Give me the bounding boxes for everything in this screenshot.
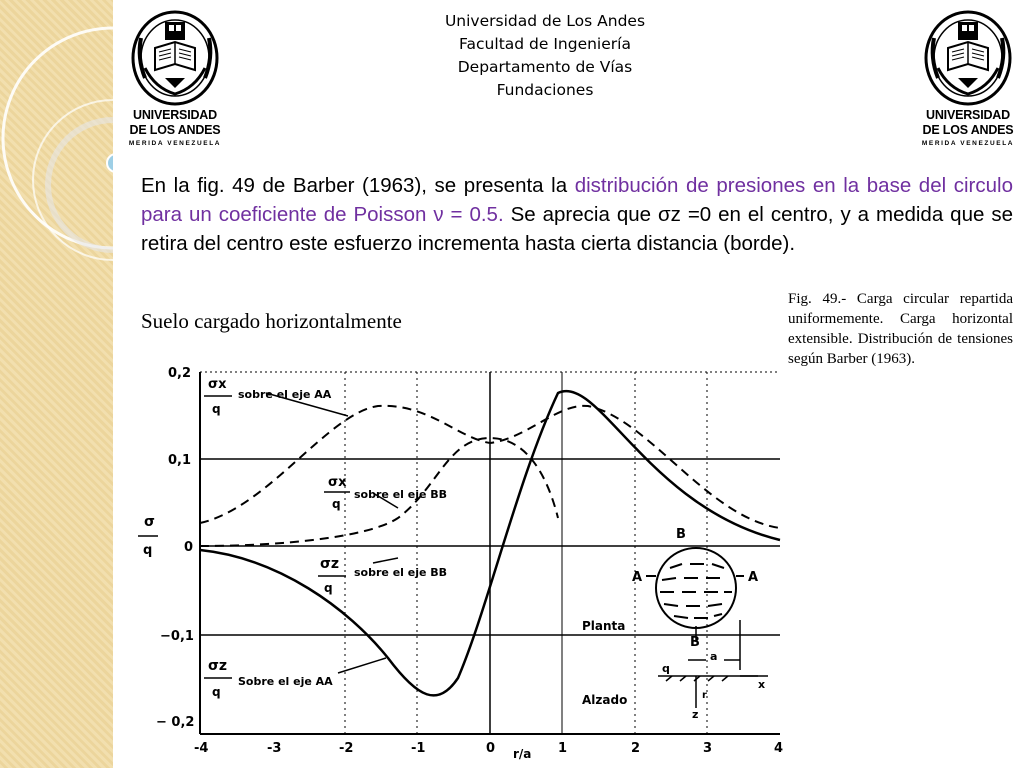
university-logo-left (125, 8, 225, 150)
sidebar-dot (107, 154, 113, 172)
inset-r: r (702, 690, 707, 701)
label-sz-bb: sobre el eje BB (354, 566, 448, 579)
label-sz-aa: Sobre el eje AA (238, 675, 333, 688)
y-tick-label: −0,1 (160, 629, 194, 644)
intro-text-2: Se aprecia que σz =0 en el centro, y a medida que se retira del centro este esfuerzo incrementa hasta cierta distancia (borde). (141, 203, 1013, 255)
y-axis-label-bottom: q (143, 543, 153, 558)
sidebar-ornament (0, 0, 113, 768)
stress-distribution-figure (128, 358, 788, 768)
header-course: Fundaciones (496, 81, 594, 99)
logo-city: MERIDA VENEZUELA (128, 140, 222, 147)
inset-label-b-top: B (676, 527, 686, 542)
x-tick-label: 1 (558, 741, 568, 756)
fraction-sx-aa: σx (208, 377, 227, 392)
inset-q: q (662, 662, 670, 675)
x-tick-label: -4 (194, 741, 209, 756)
fraction-q: q (332, 497, 341, 511)
x-tick-label: -1 (411, 741, 426, 756)
y-tick-label: 0,1 (168, 453, 192, 468)
inset-alzado: Alzado (582, 693, 628, 707)
header-faculty: Facultad de Ingeniería (459, 35, 631, 53)
intro-paragraph (141, 171, 1013, 258)
crest-icon (918, 8, 1018, 108)
header-university: Universidad de Los Andes (444, 12, 646, 30)
inset-label-a-right: A (748, 570, 759, 585)
fraction-q: q (212, 685, 221, 699)
inset-dim-a: a (710, 650, 718, 663)
inset-label-a-left: A (632, 570, 643, 585)
section-subtitle: Suelo cargado horizontalmente (141, 309, 402, 333)
fraction-sx-bb: σx (328, 475, 347, 490)
y-tick-label: 0,2 (168, 366, 192, 381)
university-logo-right (918, 8, 1018, 150)
x-tick-label: 0 (486, 741, 496, 756)
inset-planta: Planta (582, 619, 626, 633)
label-sx-bb: sobre el eje BB (354, 488, 448, 501)
inset-circle (656, 548, 736, 628)
fraction-sz-aa: σz (208, 658, 228, 674)
fraction-q: q (212, 402, 221, 416)
intro-highlight: distribución de presiones en la base del circulo para un coeficiente de Poisson ν = 0.5. (141, 174, 1013, 226)
x-tick-label: -2 (339, 741, 354, 756)
logo-name-line1: UNIVERSIDAD (926, 108, 1010, 122)
page-header (380, 10, 710, 102)
y-tick-label: − 0,2 (156, 715, 195, 730)
y-axis-label-top: σ (144, 514, 155, 530)
header-department: Departamento de Vías (457, 58, 633, 76)
fraction-q: q (324, 581, 333, 595)
label-sx-aa: sobre el eje AA (238, 388, 332, 401)
logo-name-line2: DE LOS ANDES (922, 123, 1014, 137)
x-axis-label: r/a (513, 747, 532, 761)
inset-label-b-mid: B (690, 635, 700, 650)
inset-z: z (692, 708, 699, 721)
fraction-sz-bb: σz (320, 556, 340, 572)
logo-city: MERIDA VENEZUELA (921, 140, 1015, 147)
x-tick-label: 3 (703, 741, 713, 756)
figure-caption: Fig. 49.- Carga circular repartida uniformemente. Carga horizontal extensible. Distribución de tensiones según Barber (1963). (788, 291, 1013, 367)
inset-x: x (758, 678, 766, 691)
intro-text-1: En la fig. 49 de Barber (1963), se presenta la (141, 174, 575, 197)
decorative-sidebar (0, 0, 113, 768)
y-tick-label: 0 (184, 540, 194, 555)
crest-icon (125, 8, 225, 108)
x-tick-label: 2 (631, 741, 641, 756)
x-tick-label: 4 (774, 741, 784, 756)
x-tick-label: -3 (267, 741, 282, 756)
logo-name-line2: DE LOS ANDES (129, 123, 221, 137)
logo-name-line1: UNIVERSIDAD (133, 108, 217, 122)
